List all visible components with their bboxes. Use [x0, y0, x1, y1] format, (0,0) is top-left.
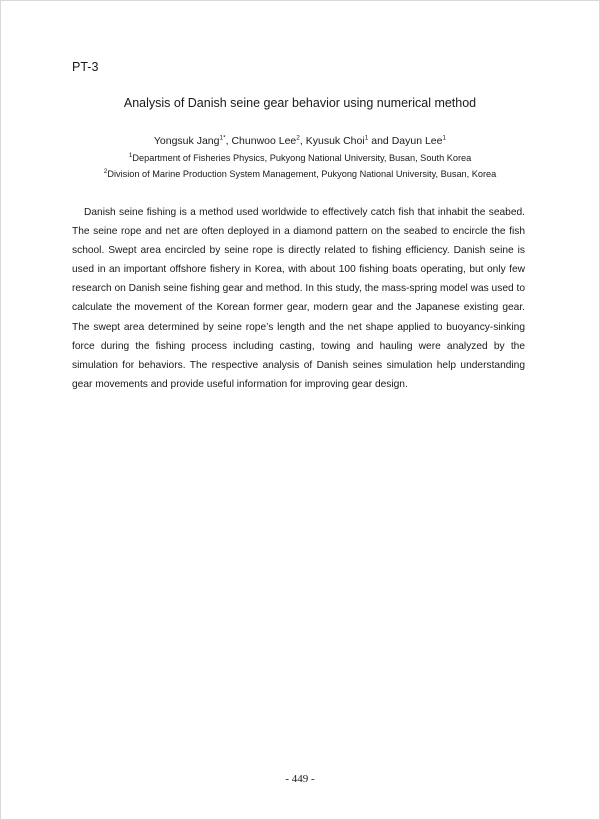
paper-code: PT-3	[72, 60, 99, 74]
author-separator: and	[368, 135, 392, 147]
abstract-paragraph	[72, 203, 525, 394]
author-affiliation-marker: 2	[296, 134, 300, 142]
author-name: Yongsuk Jang	[153, 135, 220, 147]
author-affiliation-marker: 1*	[219, 134, 226, 142]
affiliation-1	[0, 153, 600, 163]
page-number: - 449 -	[285, 773, 315, 785]
author-affiliation-marker: 1	[442, 134, 447, 142]
affiliation-marker: 1	[128, 151, 133, 159]
author-name: Kyusuk Choi	[305, 135, 365, 147]
author-separator: ,	[299, 135, 306, 147]
affiliation-text: Department of Fisheries Physics, Pukyong National University, Busan, South Korea	[132, 153, 472, 163]
paper-title: Analysis of Danish seine gear behavior using numerical method	[123, 96, 477, 110]
author-name: Dayun Lee	[391, 135, 443, 147]
author-affiliation-marker: 1	[364, 134, 369, 142]
affiliation-2	[0, 169, 600, 179]
affiliation-marker: 2	[103, 167, 108, 175]
author-name: Chunwoo Lee	[231, 135, 297, 147]
author-separator: ,	[225, 135, 232, 147]
abstract-text: Danish seine fishing is a method used worldwide to effectively catch fish that inhabit the seabed. The seine rope and net are often deployed in a diamond pattern on the seabed to encircle the fish school. Swept area encircled by seine rope is directly related to fishing efficiency. Danish seine is used in an important offshore fishery in Korea, with about 100 fishing boats operating, but only few research on Danish seine fishing gear and method. In this study, the mass-spring model was used to calculate the movement of the Korean former gear, modern gear and the Japanese existing gear. The swept area determined by seine rope’s length and the net shape applied to buoyancy-sinking force during the fishing process including casting, towing and hauling were analyzed by the simulation for behaviors. The respective analysis of Danish seines simulation help understanding gear movements and provide useful information for improving gear design.	[72, 207, 525, 390]
affiliation-text: Division of Marine Production System Management, Pukyong National University, Busan, Korea	[107, 169, 497, 179]
author-line	[0, 135, 600, 147]
